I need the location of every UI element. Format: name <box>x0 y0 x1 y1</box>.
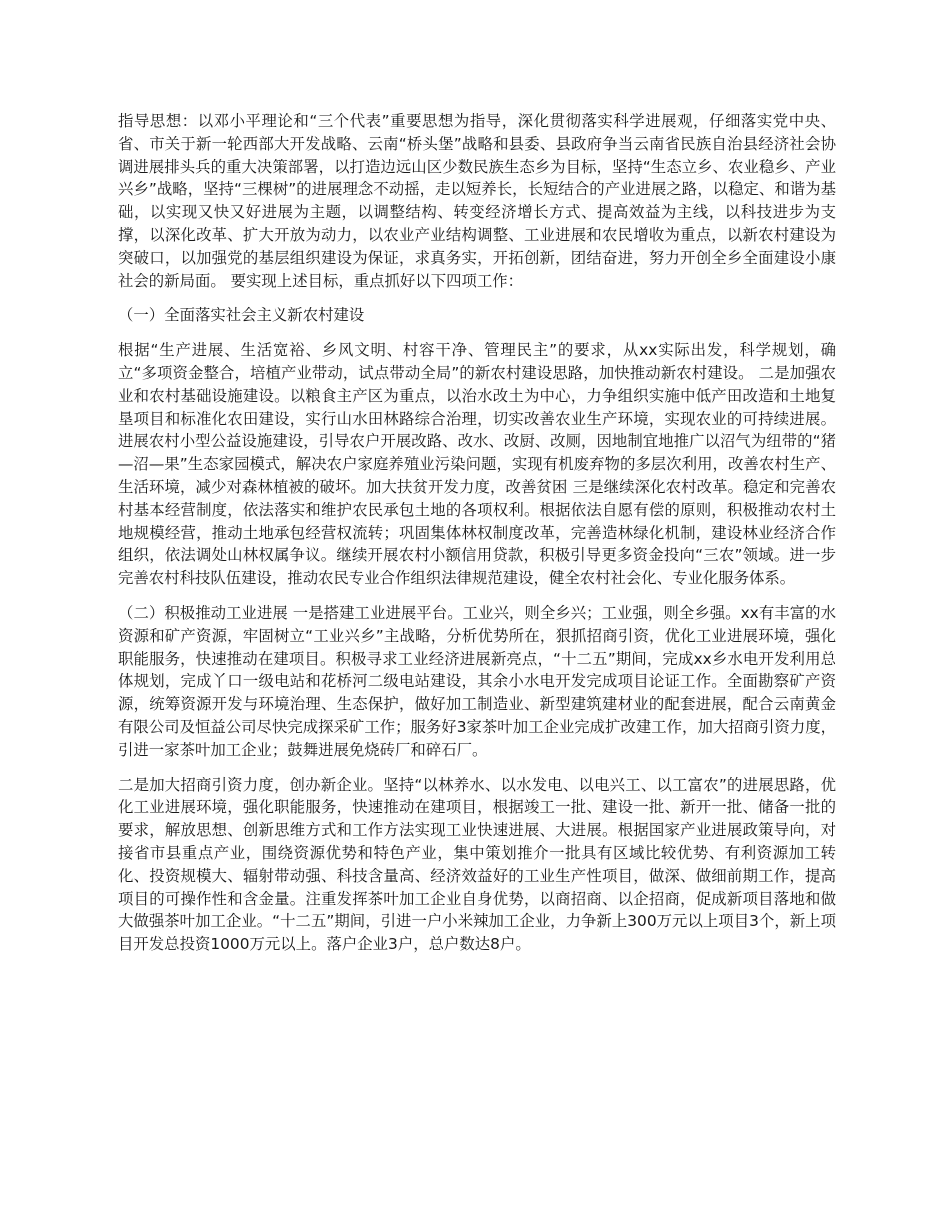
paragraph-new-countryside: 根据“生产进展、生活宽裕、乡风文明、村容干净、管理民主”的要求，从xx实际出发，科学规划，确立“多项资金整合，培植产业带动，试点带动全局”的新农村建设思路，加快推动新农村建设。 二是加强农业和农村基础设施建设。以粮食主产区为重点，以治水改土为中心，力争组织实施中低产田改造和土地复垦项目和标准化农田建设，实行山水田林路综合治理，切实改善农业生产环境，实现农业的可持续进展。进展农村小型公益设施建设，引导农户开展改路、改水、改厨、改厕，因地制宜地推广以沼气为纽带的“猪—沼—果”生态家园模式，解决农户家庭养殖业污染问题，实现有机废弃物的多层次利用，改善农村生产、生活环境，减少对森林植被的破坏。加大扶贫开发力度，改善贫困 三是继续深化农村改革。稳定和完善农村基本经营制度，依法落实和维护农民承包土地的各项权利。根据依法自愿有偿的原则，积极推动农村土地规模经营，推动土地承包经营权流转；巩固集体林权制度改革，完善造林绿化机制，建设林业经济合作组织，依法调处山林权属争议。继续开展农村小额信用贷款，积极引导更多资金投向“三农”领域。进一步完善农村科技队伍建设，推动农民专业合作组织法律规范建设，健全农村社会化、专业化服务体系。 <box>118 341 836 588</box>
section-heading-new-countryside: （一）全面落实社会主义新农村建设 <box>118 306 365 325</box>
paragraph-industry-development: （二）积极推动工业进展 一是搭建工业进展平台。工业兴，则全乡兴；工业强，则全乡强。xx有丰富的水资源和矿产资源，牢固树立“工业兴乡”主战略，分析优势所在，狠抓招商引资，优化工业进展环境，强化职能服务，快速推动在建项目。积极寻求工业经济进展新亮点，“十二五”期间，完成xx乡水电开发利用总体规划，完成丫口一级电站和花桥河二级电站建设，其余小水电开发完成项目论证工作。全面勘察矿产资源，统筹资源开发与环境治理、生态保护，做好加工制造业、新型建筑建材业的配套进展，配合云南黄金有限公司及恒益公司尽快完成探采矿工作；服务好3家茶叶加工企业完成扩改建工作，加大招商引资力度，引进一家茶叶加工企业；鼓舞进展免烧砖厂和碎石厂。 <box>118 603 836 759</box>
document-body <box>118 110 836 968</box>
paragraph-guiding-ideology: 指导思想：以邓小平理论和“三个代表”重要思想为指导，深化贯彻落实科学进展观，仔细落实党中央、省、市关于新一轮西部大开发战略、云南“桥头堡”战略和县委、县政府争当云南省民族自治县经济社会协调进展排头兵的重大决策部署，以打造边远山区少数民族生态乡为目标，坚持“生态立乡、农业稳乡、产业兴乡”战略，坚持“三棵树”的进展理念不动摇，走以短养长，长短结合的产业进展之路，以稳定、和谐为基础，以实现又快又好进展为主题，以调整结构、转变经济增长方式、提高效益为主线，以科技进步为支撑，以深化改革、扩大开放为动力，以农业产业结构调整、工业进展和农民增收为重点，以新农村建设为突破口，以加强党的基层组织建设为保证，求真务实，开拓创新，团结奋进，努力开创全乡全面建设小康社会的新局面。 要实现上述目标，重点抓好以下四项工作： <box>118 112 836 290</box>
paragraph-investment-attraction: 二是加大招商引资力度，创办新企业。坚持“以林养水、以水发电、以电兴工、以工富农”的进展思路，优化工业进展环境，强化职能服务，快速推动在建项目，根据竣工一批、建设一批、新开一批、储备一批的要求，解放思想、创新思维方式和工作方法实现工业快速进展、大进展。根据国家产业进展政策导向，对接省市县重点产业，围绕资源优势和特色产业，集中策划推介一批具有区域比较优势、有利资源加工转化、投资规模大、辐射带动强、科技含量高、经济效益好的工业生产性项目，做深、做细前期工作，提高项目的可操作性和含金量。注重发挥茶叶加工企业自身优势，以商招商、以企招商，促成新项目落地和做大做强茶叶加工企业。“十二五”期间，引进一户小米辣加工企业，力争新上300万元以上项目3个，新上项目开发总投资1000万元以上。落户企业3户，总户数达8户。 <box>118 775 836 954</box>
